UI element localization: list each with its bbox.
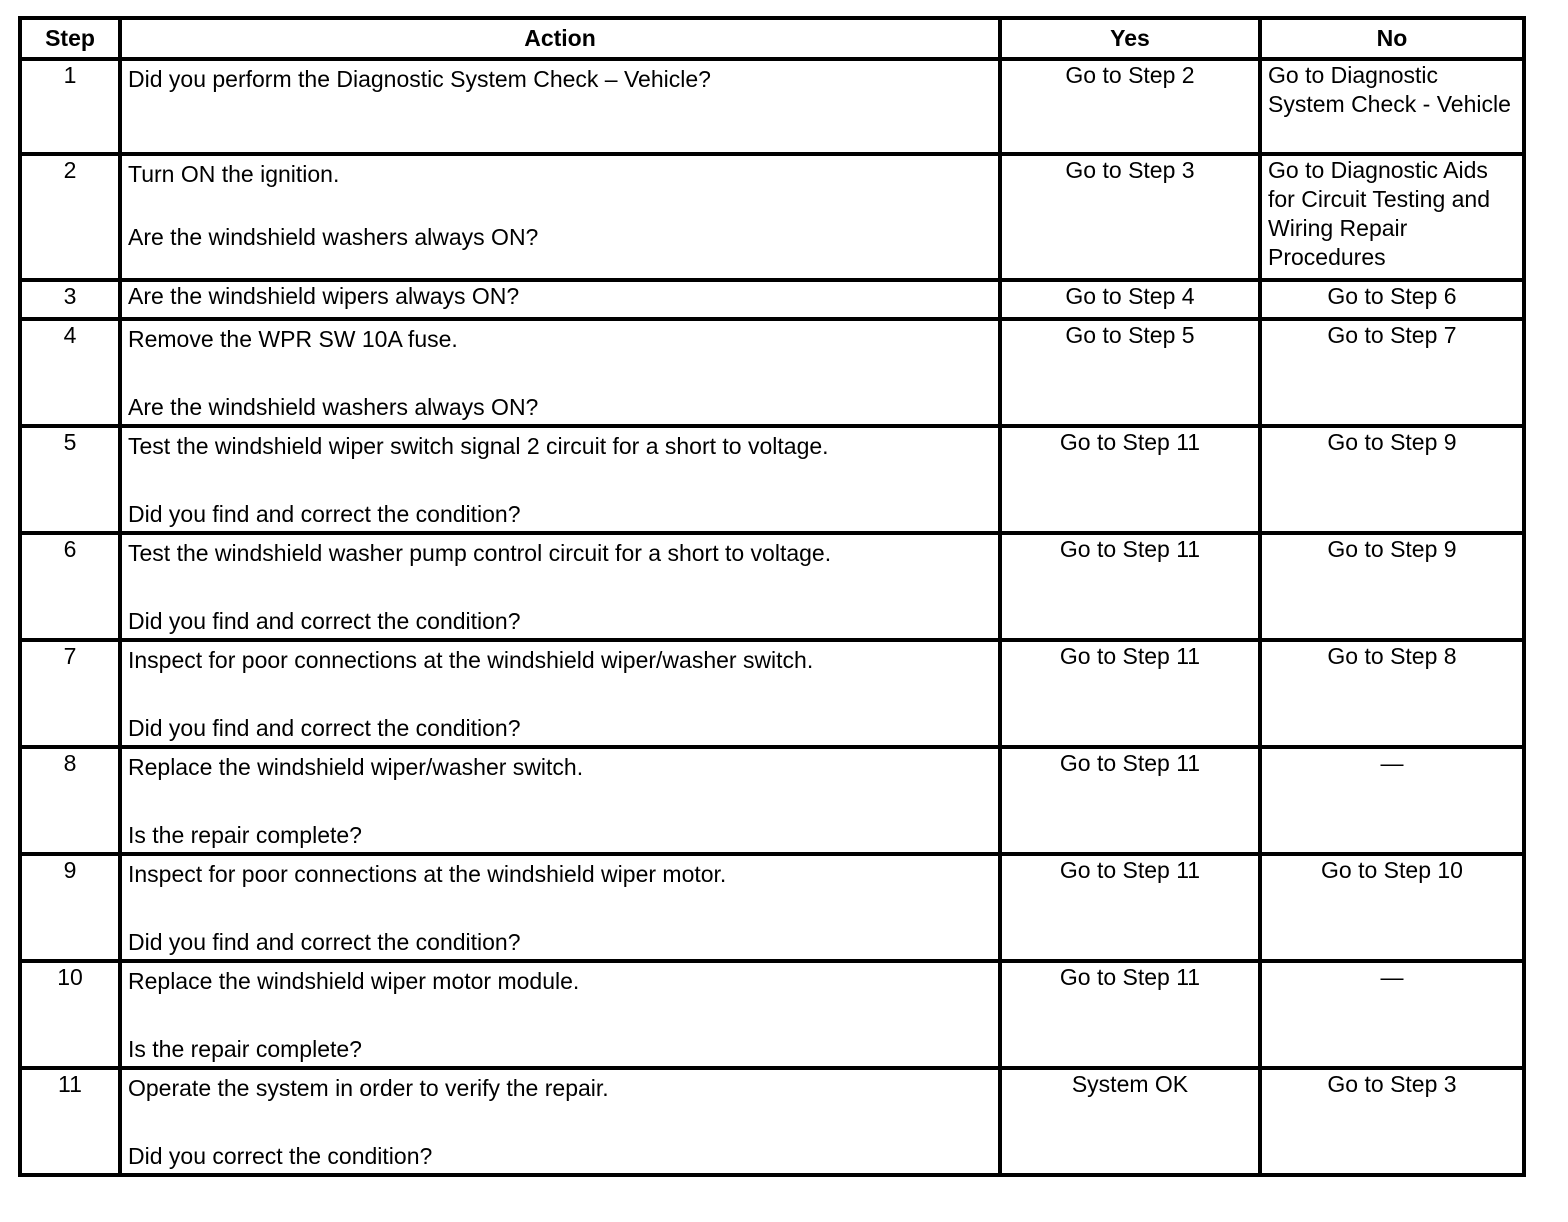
step-number: 6 — [20, 533, 120, 640]
action-text: Turn ON the ignition. — [128, 161, 340, 187]
table-row — [20, 747, 1524, 854]
no-cell: Go to Step 10 — [1260, 854, 1524, 961]
no-cell: Go to Step 7 — [1260, 319, 1524, 426]
action-text: Inspect for poor connections at the windshield wiper/washer switch. — [128, 647, 814, 673]
action-text: Remove the WPR SW 10A fuse. — [128, 326, 458, 352]
yes-cell: Go to Step 3 — [1000, 154, 1260, 280]
action-cell — [120, 319, 1000, 426]
yes-cell: Go to Step 2 — [1000, 59, 1260, 154]
header-yes: Yes — [1000, 18, 1260, 59]
yes-cell: Go to Step 11 — [1000, 640, 1260, 747]
yes-cell: Go to Step 11 — [1000, 854, 1260, 961]
yes-cell: Go to Step 5 — [1000, 319, 1260, 426]
step-number: 7 — [20, 640, 120, 747]
step-number: 1 — [20, 59, 120, 154]
step-number: 11 — [20, 1068, 120, 1175]
no-cell: Go to Step 9 — [1260, 533, 1524, 640]
action-text: Inspect for poor connections at the windshield wiper motor. — [128, 861, 727, 887]
diagnostic-table — [18, 16, 1526, 1177]
table-row — [20, 961, 1524, 1068]
action-cell — [120, 640, 1000, 747]
table-row — [20, 533, 1524, 640]
action-text: Test the windshield wiper switch signal 2 circuit for a short to voltage. — [128, 433, 829, 459]
header-no: No — [1260, 18, 1524, 59]
action-question: Are the windshield washers always ON? — [128, 394, 539, 420]
action-question: Is the repair complete? — [128, 1036, 362, 1062]
action-text: Operate the system in order to verify the repair. — [128, 1075, 609, 1101]
action-cell — [120, 854, 1000, 961]
no-cell: Go to Diagnostic Aids for Circuit Testing and Wiring Repair Procedures — [1260, 154, 1524, 280]
table-row — [20, 1068, 1524, 1175]
action-text: Test the windshield washer pump control circuit for a short to voltage. — [128, 540, 832, 566]
table-row — [20, 319, 1524, 426]
action-cell — [120, 533, 1000, 640]
table-row — [20, 854, 1524, 961]
no-cell: Go to Step 9 — [1260, 426, 1524, 533]
header-step: Step — [20, 18, 120, 59]
action-cell — [120, 59, 1000, 154]
yes-cell: Go to Step 4 — [1000, 280, 1260, 319]
action-cell — [120, 154, 1000, 280]
step-number: 8 — [20, 747, 120, 854]
no-cell: Go to Diagnostic System Check - Vehicle — [1260, 59, 1524, 154]
step-number: 2 — [20, 154, 120, 280]
action-text: Replace the windshield wiper/washer switch. — [128, 754, 584, 780]
action-text: Replace the windshield wiper motor module. — [128, 968, 580, 994]
table-row — [20, 640, 1524, 747]
action-cell — [120, 1068, 1000, 1175]
action-question: Is the repair complete? — [128, 822, 362, 848]
action-question: Did you correct the condition? — [128, 1143, 433, 1169]
action-question: Did you find and correct the condition? — [128, 608, 521, 634]
no-cell: — — [1260, 961, 1524, 1068]
yes-cell: Go to Step 11 — [1000, 961, 1260, 1068]
table-row — [20, 154, 1524, 280]
step-number: 3 — [20, 280, 120, 319]
step-number: 5 — [20, 426, 120, 533]
no-cell: — — [1260, 747, 1524, 854]
table-row — [20, 59, 1524, 154]
no-cell: Go to Step 3 — [1260, 1068, 1524, 1175]
action-text: Did you perform the Diagnostic System Check – Vehicle? — [128, 66, 711, 92]
step-number: 9 — [20, 854, 120, 961]
action-cell — [120, 961, 1000, 1068]
action-cell — [120, 747, 1000, 854]
no-cell: Go to Step 8 — [1260, 640, 1524, 747]
step-number: 10 — [20, 961, 120, 1068]
action-question: Did you find and correct the condition? — [128, 501, 521, 527]
yes-cell: Go to Step 11 — [1000, 426, 1260, 533]
header-row — [20, 18, 1524, 59]
action-text: Are the windshield wipers always ON? — [120, 280, 1000, 319]
table-row — [20, 280, 1524, 319]
yes-cell: Go to Step 11 — [1000, 747, 1260, 854]
action-question: Are the windshield washers always ON? — [128, 224, 539, 250]
yes-cell: System OK — [1000, 1068, 1260, 1175]
action-question: Did you find and correct the condition? — [128, 929, 521, 955]
table-row — [20, 426, 1524, 533]
step-number: 4 — [20, 319, 120, 426]
action-question: Did you find and correct the condition? — [128, 715, 521, 741]
action-cell — [120, 426, 1000, 533]
header-action: Action — [120, 18, 1000, 59]
yes-cell: Go to Step 11 — [1000, 533, 1260, 640]
no-cell: Go to Step 6 — [1260, 280, 1524, 319]
